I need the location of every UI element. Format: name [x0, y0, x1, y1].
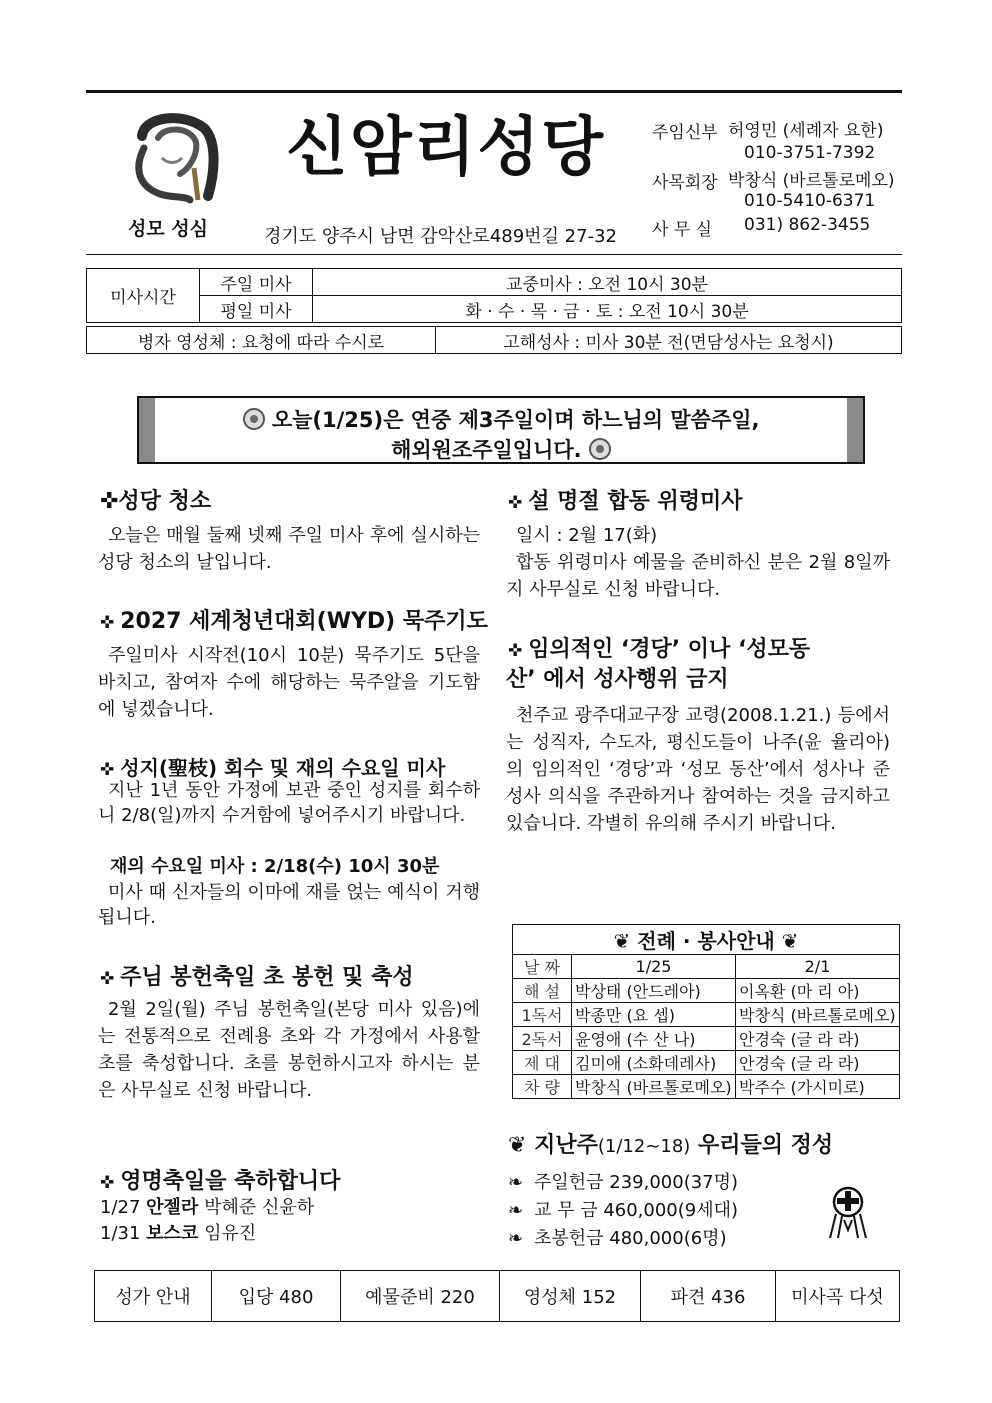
- sick-communion: 병자 영성체 : 요청에 따라 수시로: [87, 327, 436, 354]
- section-wyd-body: 주일미사 시작전(10시 10분) 묵주기도 5단을 바치고, 참여자 수에 해당하는 묵주알을 기도함에 넣겠습니다.: [98, 645, 480, 720]
- hymn-offertory: 예물준비 220: [341, 1271, 500, 1322]
- contact-label-priest: 주임신부: [652, 123, 718, 143]
- section-candle-body: 2월 2일(월) 주님 봉헌축일(본당 미사 있음)에는 전통적으로 전례용 초와 각 가정에서 사용할 초를 축성합니다. 초를 봉헌하시고자 하시는 분은 사무실로 신청 바랍니다.: [98, 999, 480, 1101]
- service-table: [512, 924, 900, 1099]
- heart-leaf-icon: ❦: [508, 1133, 527, 1158]
- table-row: 날 짜 1/25 2/1: [513, 955, 900, 979]
- section-prohibition-title: ✜ 임의적인 ‘경당’ 이나 ‘성모동: [508, 637, 811, 662]
- announcement-line1: 오늘(1/25)은 연중 제3주일이며 하느님의 말씀주일,: [271, 408, 760, 432]
- weekday-mass-label: 평일 미사: [200, 296, 313, 323]
- section-prohibition-title-2: 산’ 에서 성사행위 금지: [506, 667, 729, 692]
- table-row: 제 대 김미애 (소화데레사) 안경숙 (글 라 라): [513, 1051, 900, 1075]
- hymn-guide-label: 성가 안내: [95, 1271, 212, 1322]
- contact-office-phone: 031) 862-3455: [744, 215, 871, 235]
- hymn-recessional: 파견 436: [641, 1271, 776, 1322]
- section-candle-title: ✜ 주님 봉헌축일 초 봉헌 및 축성: [100, 965, 414, 990]
- contact-priest-phone: 010-3751-7392: [744, 143, 876, 163]
- leaf-bullet-icon: ❧: [508, 1172, 524, 1193]
- contact-president-phone: 010-5410-6371: [744, 191, 876, 211]
- hymn-entrance: 입당 480: [212, 1271, 341, 1322]
- sunday-mass-time: 교중미사 : 오전 10시 30분: [313, 269, 902, 296]
- section-palm-body2: 미사 때 신자들의 이마에 재를 얹는 예식이 거행됩니다.: [98, 882, 480, 928]
- contact-label-president: 사목회장: [652, 173, 718, 193]
- service-table-title: ❦ 전례 · 봉사안내 ❦: [513, 925, 900, 955]
- mass-label: 미사시간: [87, 269, 200, 323]
- announcement-line2: 해외원조주일입니다.: [391, 438, 582, 462]
- table-row: 차 량 박창식 (바르톨로메오) 박주수 (가시미로): [513, 1075, 900, 1099]
- section-feast-title: ✜ 영명축일을 축하합니다: [100, 1169, 341, 1194]
- prohibition-body: 천주교 광주대교구장 교령(2008.1.21.) 등에서는 성직자, 수도자, 평신도들이 나주(윤 율리아)의 임의적인 ‘경당’과 ‘성모 동산’에서 성사나 준성사 의식을 주관하거나 참여하는 것을 금지하고 있습니다. 각별히 유의해 주시기 바랍니다.: [506, 705, 890, 834]
- mass-schedule-table: [86, 268, 902, 323]
- weekday-mass-time: 화 · 수 · 목 · 금 · 토 : 오전 10시 30분: [313, 296, 902, 323]
- sunday-mass-label: 주일 미사: [200, 269, 313, 296]
- hymn-communion: 영성체 152: [500, 1271, 641, 1322]
- confession-info: 고해성사 : 미사 30분 전(면담성사는 요청시): [436, 327, 902, 354]
- flower-icon: [589, 438, 611, 460]
- diamond-icon: ✜: [508, 493, 523, 513]
- feast-line-1: 1/27 안젤라 박혜준 신윤하: [100, 1197, 315, 1218]
- offering-line: ❧ 주일헌금 239,000(37명): [508, 1172, 739, 1193]
- diamond-icon: ✜: [100, 969, 115, 989]
- table-row: 2독서 윤영애 (수 산 나) 안경숙 (글 라 라): [513, 1027, 900, 1051]
- diamond-icon: ✜: [508, 641, 523, 661]
- section-palm-title: ✜ 성지(聖枝) 회수 및 재의 수요일 미사: [100, 756, 446, 780]
- offering-line: ❧ 초봉헌금 480,000(6명): [508, 1228, 727, 1249]
- parish-title: 신암리성당: [286, 111, 606, 185]
- hymn-mass-setting: 미사곡 다섯: [776, 1271, 900, 1322]
- section-memorial-title: ✜ 설 명절 합동 위령미사: [508, 489, 743, 514]
- feast-line-2: 1/31 보스코 임유진: [100, 1223, 257, 1244]
- praying-figure-icon: [826, 1186, 870, 1240]
- contact-label-office: 사 무 실: [652, 220, 713, 240]
- diamond-icon: ✜: [100, 760, 115, 780]
- sacrament-table: [86, 326, 902, 354]
- memorial-body: 합동 위령미사 예물을 준비하신 분은 2월 8일까지 사무실로 신청 바랍니다.: [506, 552, 890, 600]
- section-palm-body1: 지난 1년 동안 가정에 보관 중인 성지를 회수하니 2/8(일)까지 수거함에 넣어주시기 바랍니다.: [98, 780, 480, 826]
- parish-address: 경기도 양주시 남면 감악산로489번길 27-32: [264, 226, 617, 247]
- section-palm-ash-mass: 재의 수요일 미사 : 2/18(수) 10시 30분: [110, 856, 440, 877]
- diamond-icon: ✜: [100, 1173, 115, 1193]
- contact-priest: 허영민 (세례자 요한): [728, 121, 884, 141]
- diamond-icon: ✜: [100, 613, 115, 633]
- offering-line: ❧ 교 무 금 460,000(9세대): [508, 1200, 739, 1221]
- top-rule: [86, 90, 902, 93]
- offerings-title: ❦ 지난주(1/12~18) 우리들의 정성: [508, 1133, 834, 1158]
- announcement-box: [137, 396, 865, 464]
- flower-icon: [243, 408, 265, 430]
- table-row: 1독서 박종만 (요 셉) 박창식 (바르톨로메오): [513, 1003, 900, 1027]
- header-rule: [86, 254, 902, 255]
- contact-president: 박창식 (바르톨로메오): [728, 171, 895, 191]
- leaf-bullet-icon: ❧: [508, 1228, 524, 1249]
- parish-motto: 성모 성심: [128, 218, 209, 240]
- table-row: 해 설 박상태 (안드레아) 이옥환 (마 리 아): [513, 979, 900, 1003]
- section-cleaning-body: 오늘은 매월 둘째 넷째 주일 미사 후에 실시하는 성당 청소의 날입니다.: [98, 525, 480, 573]
- memorial-date: 일시 : 2월 17(화): [516, 525, 658, 546]
- section-wyd-title: ✜ 2027 세계청년대회(WYD) 묵주기도: [100, 609, 488, 634]
- parish-logo-icon: [124, 108, 228, 204]
- section-cleaning-title: ✜성당 청소: [100, 489, 212, 514]
- leaf-bullet-icon: ❧: [508, 1200, 524, 1221]
- hymn-table: [94, 1270, 900, 1322]
